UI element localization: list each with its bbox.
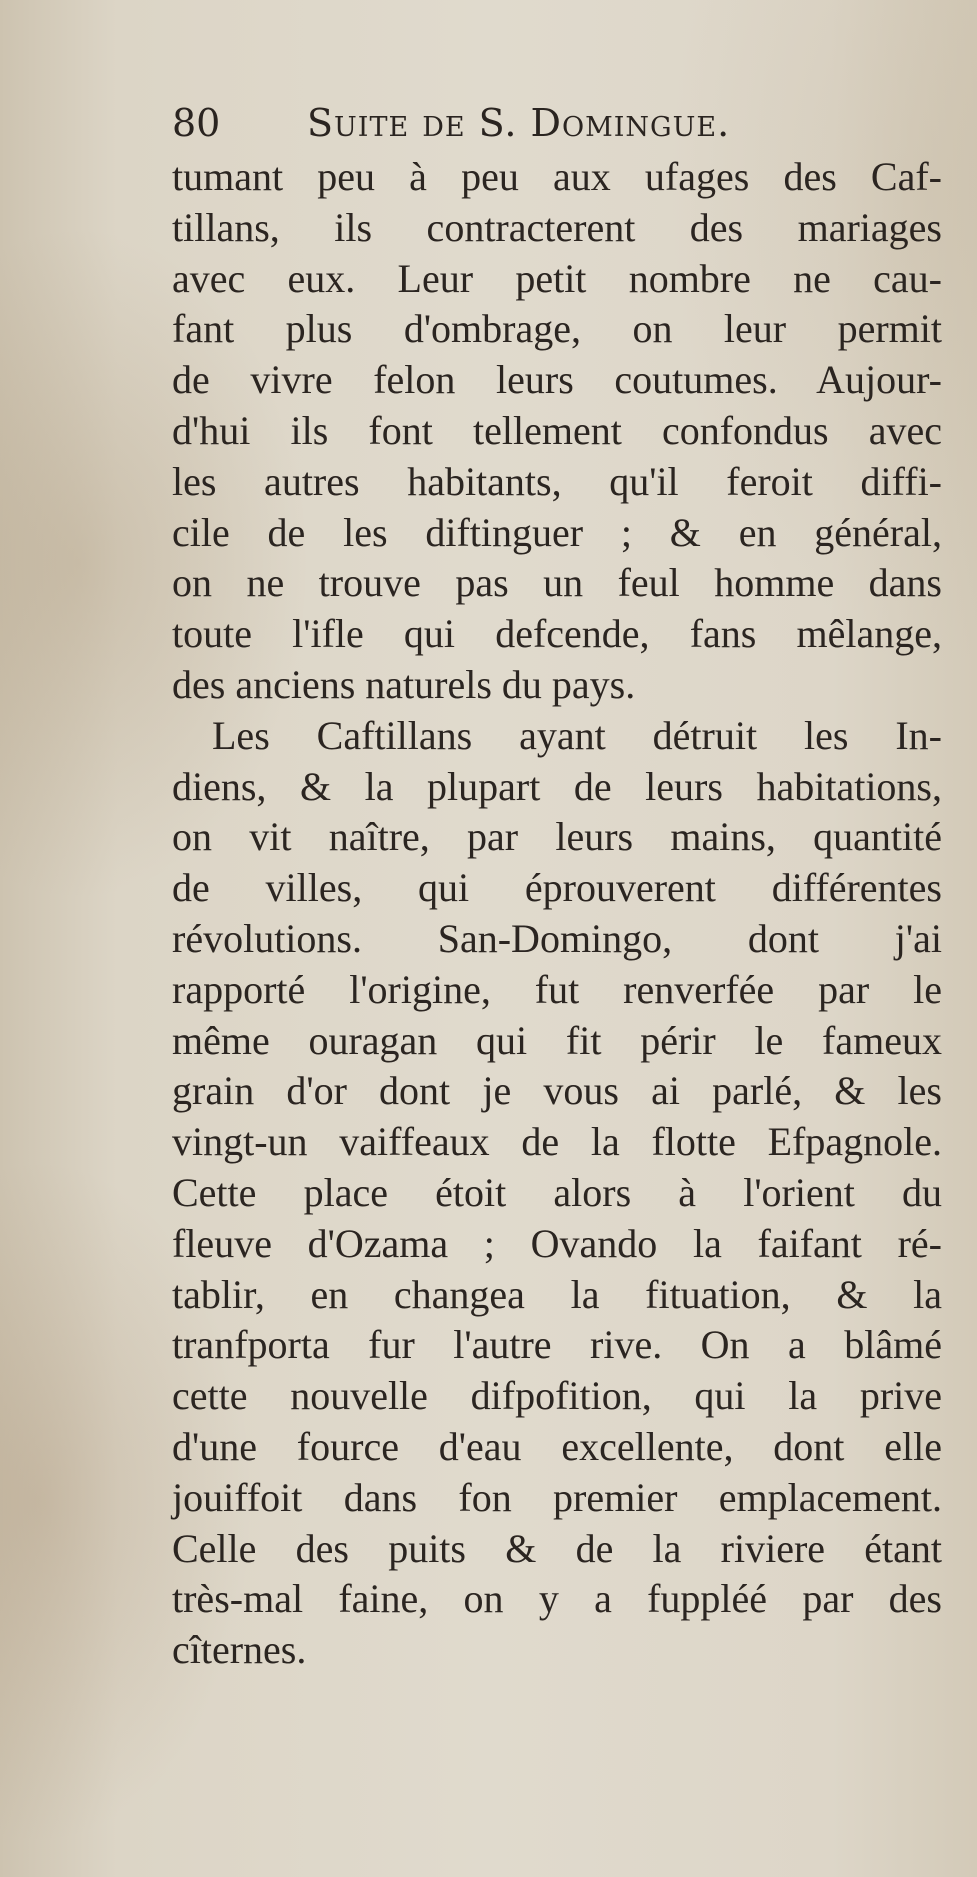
text-line: de vivre felon leurs coutumes. Aujour- [172, 357, 942, 403]
text-line: des anciens naturels du pays. [172, 661, 636, 707]
text-line: grain d'or dont je vous ai parlé, & les [172, 1068, 942, 1114]
text-line: rapporté l'origine, fut renverfée par le [172, 966, 942, 1012]
text-line: d'une fource d'eau excellente, dont elle [172, 1423, 942, 1469]
text-line: d'hui ils font tellement confondus avec [172, 407, 942, 453]
text-line: Celle des puits & de la riviere étant [172, 1525, 942, 1571]
text-line: on ne trouve pas un feul homme dans [172, 560, 942, 606]
page-header [172, 98, 932, 158]
page-number: 80 [172, 101, 221, 145]
text-line: toute l'ifle qui defcende, fans mêlange, [172, 611, 942, 657]
text-line: Les Caftillans ayant détruit les In- [212, 712, 942, 758]
text-line: on vit naître, par leurs mains, quantité [172, 814, 942, 860]
text-line: jouiffoit dans fon premier emplacement. [172, 1474, 942, 1520]
text-line: cîternes. [172, 1627, 307, 1673]
text-line: diens, & la plupart de leurs habitations, [172, 763, 942, 809]
text-line: tumant peu à peu aux ufages des Caf- [172, 154, 942, 199]
text-line: révolutions. San-Domingo, dont j'ai [172, 915, 942, 961]
text-line: tillans, ils contracterent des mariages [172, 204, 942, 250]
text-line: tablir, en changea la fituation, & la [172, 1271, 942, 1317]
text-line: vingt-un vaiffeaux de la flotte Efpagnole. [172, 1119, 942, 1165]
text-line: Cette place étoit alors à l'orient du [172, 1169, 942, 1215]
text-line: avec eux. Leur petit nombre ne cau- [172, 255, 942, 301]
text-line: cette nouvelle difpofition, qui la prive [172, 1373, 942, 1419]
text-line: les autres habitants, qu'il feroit diffi- [172, 458, 942, 504]
running-title: Suite de S. Domingue. [307, 101, 731, 145]
body-text [172, 152, 942, 1676]
text-line: très-mal faine, on y a fuppléé par des [172, 1576, 942, 1622]
text-line: de villes, qui éprouverent différentes [172, 865, 942, 911]
text-line: cile de les diftinguer ; & en général, [172, 509, 942, 555]
text-line: même ouragan qui fit périr le fameux [172, 1017, 942, 1063]
text-line: fant plus d'ombrage, on leur permit [172, 306, 942, 352]
text-line: tranfporta fur l'autre rive. On a blâmé [172, 1322, 942, 1368]
text-line: fleuve d'Ozama ; Ovando la faifant ré- [172, 1220, 942, 1266]
